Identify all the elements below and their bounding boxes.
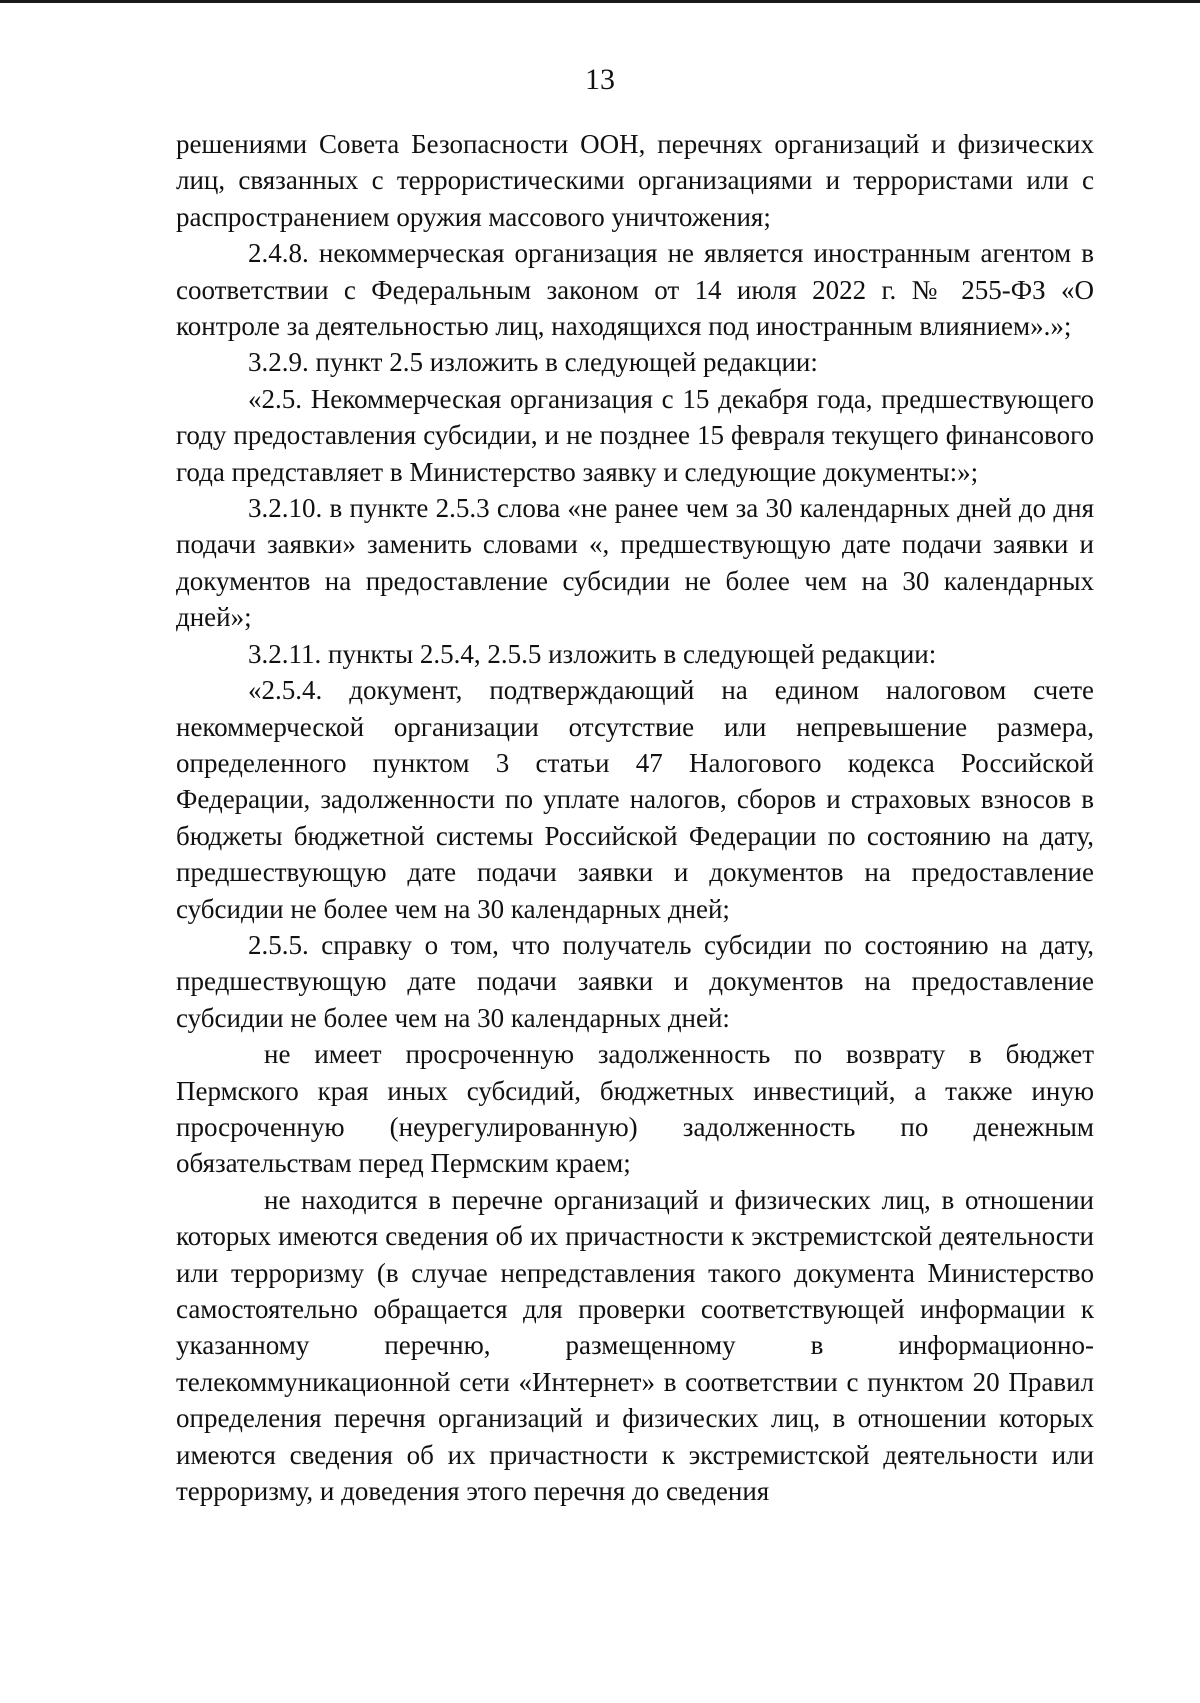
paragraph-not-in-list: не находится в перечне организаций и физических лиц, в отношении которых имеются сведения об их причастности к экстремистской деятельности или терроризму (в случае непредставления такого документа Министерство самостоятельно обращается для проверки соответствующей информации к указанному перечню, размещенному в информационно-телекоммуникационной сети «Интернет» в соответствии с пунктом 20 Правил определения перечня организаций и физических лиц, в отношении которых имеются сведения об их причастности к экстремистской деятельности или терроризму, и доведения этого перечня до сведения xyxy=(176,1184,1094,1507)
paragraph-2-5-4: «2.5.4. документ, подтверждающий на едином налоговом счете некоммерческой организации отсутствие или непревышение размера, определенного пунктом 3 статьи 47 Налогового кодекса Российской Федерации, задолженности по уплате налогов, сборов и страховых взносов в бюджеты бюджетной системы Российской Федерации по состоянию на дату, предшествующую дате подачи заявки и документов на предоставление субсидии не более чем на 30 календарных дней; xyxy=(176,675,1094,924)
paragraph-3-2-10: 3.2.10. в пункте 2.5.3 слова «не ранее чем за 30 календарных дней до дня подачи заявки» заменить словами «, предшествующую дате подачи заявки и документов на предоставление субсидии не более чем на 30 календарных дней»; xyxy=(176,493,1094,633)
paragraph-2-4-8: 2.4.8. некоммерческая организация не является иностранным агентом в соответствии с Федеральным законом от 14 июля 2022 г. № 255-ФЗ «О контроле за деятельностью лиц, находящихся под иностранным влиянием».»; xyxy=(176,238,1094,342)
paragraph-2-5-5: 2.5.5. справку о том, что получатель субсидии по состоянию на дату, предшествующую дате подачи заявки и документов на предоставление субсидии не более чем на 30 календарных дней: xyxy=(176,929,1094,1033)
paragraph-continuation: решениями Совета Безопасности ООН, перечнях организаций и физических лиц, связанных с террористическими организациями и террористами или с распространением оружия массового уничтожения; xyxy=(176,129,1094,232)
document-body xyxy=(176,126,1094,1509)
page-number: 13 xyxy=(585,63,615,96)
paragraph-no-debt: не имеет просроченную задолженность по возврату в бюджет Пермского края иных субсидий, бюджетных инвестиций, а также иную просроченную (неурегулированную) задолженность по денежным обязательствам перед Пермским краем; xyxy=(176,1039,1094,1179)
paragraph-3-2-9: 3.2.9. пункт 2.5 изложить в следующей редакции: xyxy=(248,347,818,378)
paragraph-3-2-11: 3.2.11. пункты 2.5.4, 2.5.5 изложить в следующей редакции: xyxy=(248,638,937,669)
paragraph-2-5: «2.5. Некоммерческая организация с 15 декабря года, предшествующего году предоставления субсидии, и не позднее 15 февраля текущего финансового года представляет в Министерство заявку и следующие документы:»; xyxy=(176,383,1094,487)
